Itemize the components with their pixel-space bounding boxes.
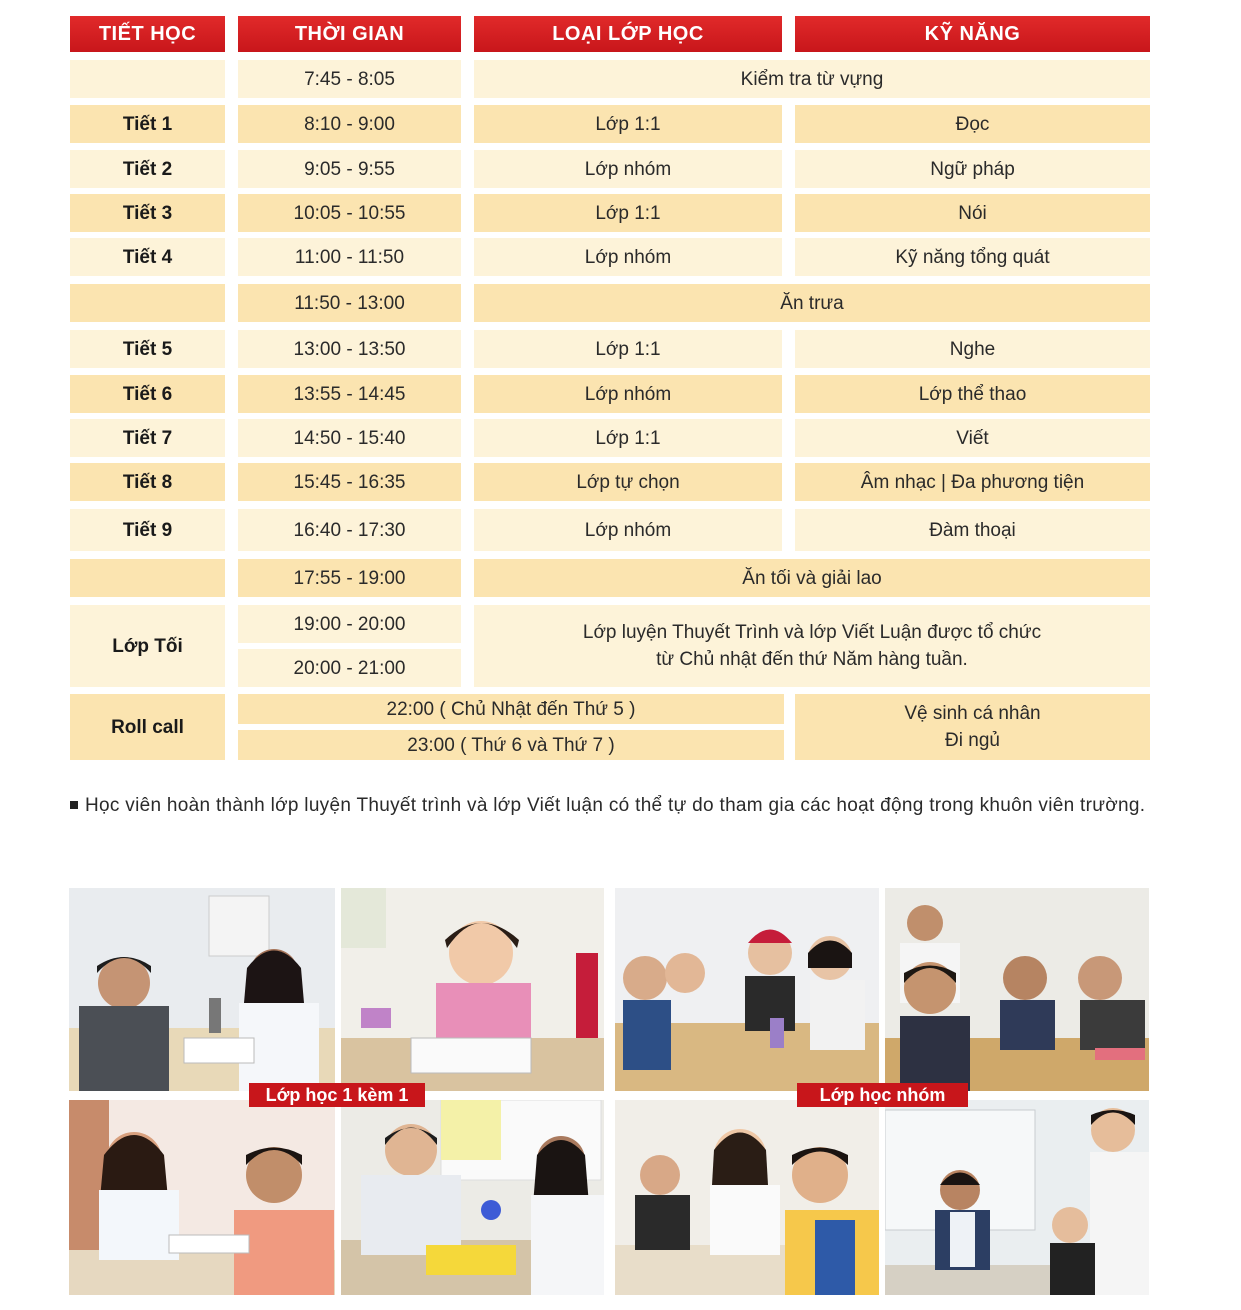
evening-description-line2: từ Chủ nhật đến thứ Năm hàng tuần. — [656, 649, 968, 670]
table-cell-period: Tiết 2 — [70, 150, 225, 188]
table-cell-time: 16:40 - 17:30 — [238, 509, 461, 551]
table-cell-time: 14:50 - 15:40 — [238, 419, 461, 457]
table-cell-period: Tiết 4 — [70, 238, 225, 276]
header-period: TIẾT HỌC — [70, 16, 225, 52]
table-cell-class-type: Lớp tự chọn — [474, 463, 782, 501]
table-cell-period: Tiết 6 — [70, 375, 225, 413]
table-cell-skill: Kỹ năng tổng quát — [795, 238, 1150, 276]
footnote-text: Học viên hoàn thành lớp luyện Thuyết trình và lớp Viết luận có thể tự do tham gia các hoạt động trong khuôn viên trường. — [85, 795, 1146, 816]
table-cell-time: 15:45 - 16:35 — [238, 463, 461, 501]
label-one-on-one: Lớp học 1 kèm 1 — [249, 1083, 425, 1107]
table-cell-class-type: Lớp nhóm — [474, 509, 782, 551]
table-cell-merged: Kiểm tra từ vựng — [474, 60, 1150, 98]
table-cell-period: Tiết 5 — [70, 330, 225, 368]
table-cell-skill: Nói — [795, 194, 1150, 232]
table-cell-merged: Ăn tối và giải lao — [474, 559, 1150, 597]
evening-time-1: 19:00 - 20:00 — [238, 605, 461, 643]
photo-group-1 — [615, 888, 879, 1091]
table-cell-skill: Âm nhạc | Đa phương tiện — [795, 463, 1150, 501]
table-cell-period: Tiết 1 — [70, 105, 225, 143]
table-cell-time: 13:55 - 14:45 — [238, 375, 461, 413]
table-cell-class-type: Lớp nhóm — [474, 238, 782, 276]
rollcall-time-1: 22:00 ( Chủ Nhật đến Thứ 5 ) — [238, 694, 784, 724]
header-class-type: LOẠI LỚP HỌC — [474, 16, 782, 52]
evening-description — [474, 605, 1150, 687]
photo-one-on-one-2 — [341, 888, 604, 1091]
photo-group-4 — [885, 1100, 1149, 1295]
label-group-class: Lớp học nhóm — [797, 1083, 968, 1107]
evening-description-line1: Lớp luyện Thuyết Trình và lớp Viết Luận được tổ chức — [582, 622, 1042, 643]
table-cell-time: 11:00 - 11:50 — [238, 238, 461, 276]
table-cell-class-type: Lớp nhóm — [474, 150, 782, 188]
photo-group-2 — [885, 888, 1149, 1091]
table-cell-time: 9:05 - 9:55 — [238, 150, 461, 188]
evening-time-2: 20:00 - 21:00 — [238, 649, 461, 687]
table-cell-skill: Đọc — [795, 105, 1150, 143]
table-cell-time: 13:00 - 13:50 — [238, 330, 461, 368]
photo-one-on-one-1 — [69, 888, 335, 1091]
table-cell-period: Tiết 9 — [70, 509, 225, 551]
table-cell-skill: Lớp thể thao — [795, 375, 1150, 413]
table-cell-period — [70, 284, 225, 322]
header-time: THỜI GIAN — [238, 16, 461, 52]
table-cell-skill: Đàm thoại — [795, 509, 1150, 551]
table-cell-class-type: Lớp 1:1 — [474, 330, 782, 368]
photo-one-on-one-4 — [341, 1100, 604, 1295]
table-cell-period: Tiết 7 — [70, 419, 225, 457]
table-cell-skill: Viết — [795, 419, 1150, 457]
footnote — [70, 792, 1155, 819]
table-cell-time: 10:05 - 10:55 — [238, 194, 461, 232]
table-cell-period: Tiết 8 — [70, 463, 225, 501]
table-cell-period: Tiết 3 — [70, 194, 225, 232]
table-cell-class-type: Lớp 1:1 — [474, 105, 782, 143]
photo-one-on-one-3 — [69, 1100, 335, 1295]
table-cell-skill: Ngữ pháp — [795, 150, 1150, 188]
table-cell-time: 17:55 - 19:00 — [238, 559, 461, 597]
rollcall-activity-2: Đi ngủ — [945, 730, 1000, 751]
rollcall-activities — [795, 694, 1150, 760]
table-cell-merged: Ăn trưa — [474, 284, 1150, 322]
evening-period: Lớp Tối — [70, 605, 225, 687]
header-skill: KỸ NĂNG — [795, 16, 1150, 52]
table-cell-time: 11:50 - 13:00 — [238, 284, 461, 322]
table-cell-period — [70, 559, 225, 597]
rollcall-period: Roll call — [70, 694, 225, 760]
table-cell-time: 7:45 - 8:05 — [238, 60, 461, 98]
rollcall-activity-1: Vệ sinh cá nhân — [904, 703, 1041, 724]
table-cell-period — [70, 60, 225, 98]
rollcall-time-2: 23:00 ( Thứ 6 và Thứ 7 ) — [238, 730, 784, 760]
table-cell-time: 8:10 - 9:00 — [238, 105, 461, 143]
bullet-icon — [70, 801, 78, 809]
table-cell-skill: Nghe — [795, 330, 1150, 368]
table-cell-class-type: Lớp 1:1 — [474, 194, 782, 232]
table-cell-class-type: Lớp nhóm — [474, 375, 782, 413]
table-cell-class-type: Lớp 1:1 — [474, 419, 782, 457]
photo-group-3 — [615, 1100, 879, 1295]
